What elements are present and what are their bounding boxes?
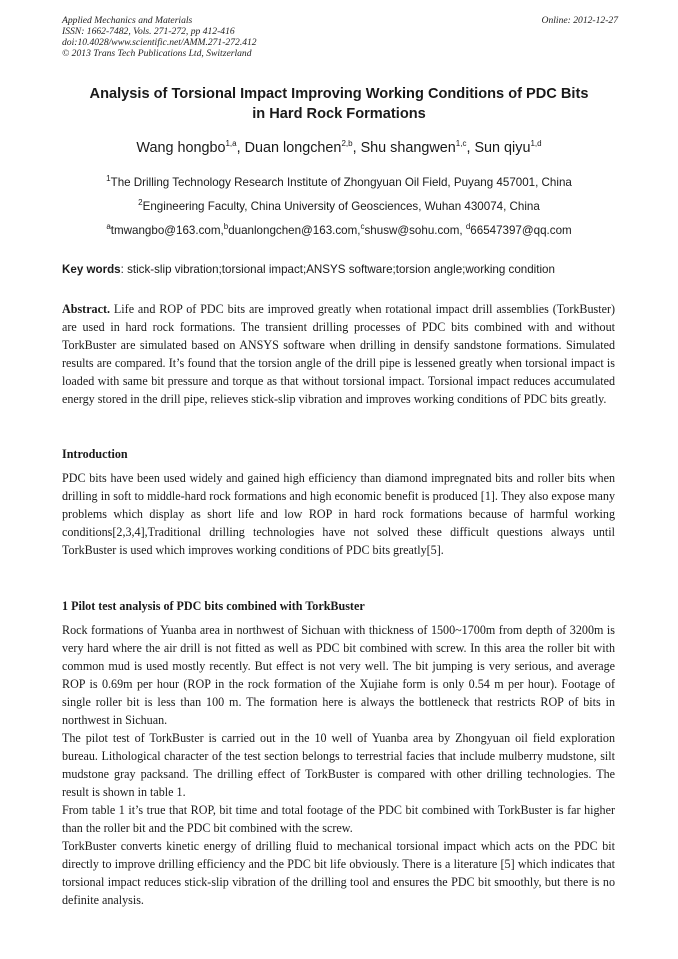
author-sup: 1,c bbox=[455, 139, 467, 149]
title-line-2: in Hard Rock Formations bbox=[252, 106, 426, 122]
author-sup: 1,a bbox=[225, 139, 237, 149]
affiliation-1 bbox=[62, 176, 616, 190]
email-link[interactable]: 66547397@qq.com bbox=[470, 224, 572, 237]
author-name: Duan longchen bbox=[244, 140, 342, 156]
journal-header bbox=[62, 15, 618, 59]
affiliation-sup: 2 bbox=[138, 198, 143, 208]
abstract-text: Life and ROP of PDC bits are improved greatly when rotational impact drill assemblies (TorkBuster) are used in hard rock formations. The transient drilling processes of PDC bits combined with and without TorkBuster are simulated based on ANSYS software when drilling in densify sandstone formations. Simulated results are compared. It’s found that the torsion angle of the drill pipe is lessened greatly when torsional impact is loaded with same bit pressure and torque as that without torsional impact. Torsional impact reduces accumulated energy stored in the drill pipe, relieves stick-slip vibration and improves working conditions of PDC bits greatly. bbox=[62, 302, 615, 407]
author-sup: 1,d bbox=[530, 139, 542, 149]
online-date: Online: 2012-12-27 bbox=[541, 15, 618, 26]
introduction-paragraph: PDC bits have been used widely and gained high efficiency than diamond impregnated bits and roller bits when drilling in soft to middle-hard rock formations and high economic benefit is produced [1]. They also expose many problems which display as short life and low ROP in hard rock formations because of harmful working conditions[2,3,4],Traditional drilling technologies have not solved these difficult questions always until TorkBuster is used which improves working conditions of PDC bits greatly[5]. bbox=[62, 471, 615, 558]
copyright-line: © 2013 Trans Tech Publications Ltd, Switzerland bbox=[62, 48, 252, 59]
doi-line: doi:10.4028/www.scientific.net/AMM.271-272.412 bbox=[62, 37, 257, 48]
abstract bbox=[62, 300, 615, 409]
section-1-paragraph-3: From table 1 it’s true that ROP, bit time and total footage of the PDC bit combined with TorkBuster is far higher than the roller bit and the PDC bit combined with the screw. bbox=[62, 803, 615, 836]
introduction-heading: Introduction bbox=[62, 447, 128, 461]
email-link[interactable]: tmwangbo@163.com, bbox=[110, 224, 224, 237]
section-1-heading: 1 Pilot test analysis of PDC bits combined with TorkBuster bbox=[62, 599, 365, 613]
author-emails bbox=[62, 224, 616, 238]
author-name: Shu shangwen bbox=[360, 140, 456, 156]
email-sup: a bbox=[106, 222, 111, 232]
section-1-paragraph-1: Rock formations of Yuanba area in northwest of Sichuan with thickness of 1500~1700m from depth of 3200m is very hard where the air drill is not fitted as well as PDC bit combined with screw. In this area the roller bit with common mud is used mostly recently. But effect is not very well. The bit jumping is very serious, and average ROP is 0.69m per hour (ROP in the rock formation of the Xujiahe form is only 0.54 m per hour). Footage of single roller bit is less than 100 m. The formation here is always the bottleneck that restricts ROP of bits in northwest in Sichuan. bbox=[62, 623, 615, 728]
author-list bbox=[62, 139, 616, 157]
email-sup: c bbox=[360, 222, 365, 232]
keywords bbox=[62, 263, 618, 277]
paper-title bbox=[62, 84, 616, 124]
email-link[interactable]: shusw@sohu.com, bbox=[364, 224, 466, 237]
keywords-text: : stick-slip vibration;torsional impact;ANSYS software;torsion angle;working condition bbox=[120, 263, 555, 276]
author-sup: 2,b bbox=[341, 139, 353, 149]
email-sup: b bbox=[223, 222, 229, 232]
section-1-paragraph-4: TorkBuster converts kinetic energy of drilling fluid to mechanical torsional impact which acts on the PDC bit directly to improve drilling efficiency and the PDC bit life obviously. There is a literature [5] which indicates that torsional impact reduces stick-slip vibration of the drilling tool and ensures the PDC bit smoothly, but there is no definite analysis. bbox=[62, 839, 615, 908]
email-sup: d bbox=[465, 222, 471, 232]
affiliation-text: Engineering Faculty, China University of Geosciences, Wuhan 430074, China bbox=[142, 200, 540, 213]
author-sep: , bbox=[466, 140, 475, 156]
email-link[interactable]: duanlongchen@163.com, bbox=[228, 224, 361, 237]
author-name: Wang hongbo bbox=[136, 140, 226, 156]
issn-line: ISSN: 1662-7482, Vols. 271-272, pp 412-416 bbox=[62, 26, 235, 37]
author-sep: , bbox=[352, 140, 361, 156]
affiliation-text: The Drilling Technology Research Institute of Zhongyuan Oil Field, Puyang 457001, China bbox=[110, 176, 572, 189]
abstract-label: Abstract. bbox=[62, 302, 111, 316]
author-name: Sun qiyu bbox=[474, 140, 531, 156]
keywords-label: Key words bbox=[62, 263, 121, 276]
title-line-1: Analysis of Torsional Impact Improving Working Conditions of PDC Bits bbox=[89, 86, 589, 102]
author-sep: , bbox=[236, 140, 245, 156]
affiliation-sup: 1 bbox=[106, 174, 111, 184]
journal-name: Applied Mechanics and Materials bbox=[62, 15, 193, 26]
section-1-paragraph-2: The pilot test of TorkBuster is carried out in the 10 well of Yuanba area by Zhongyuan oil field exploration bureau. Lithological character of the test section belongs to terrestrial facies that include mulberry mudstone, silt mudstone gray packsand. The drilling effect of TorkBuster is compared with other drilling technologies. The result is shown in table 1. bbox=[62, 731, 615, 800]
affiliation-2 bbox=[62, 200, 616, 214]
